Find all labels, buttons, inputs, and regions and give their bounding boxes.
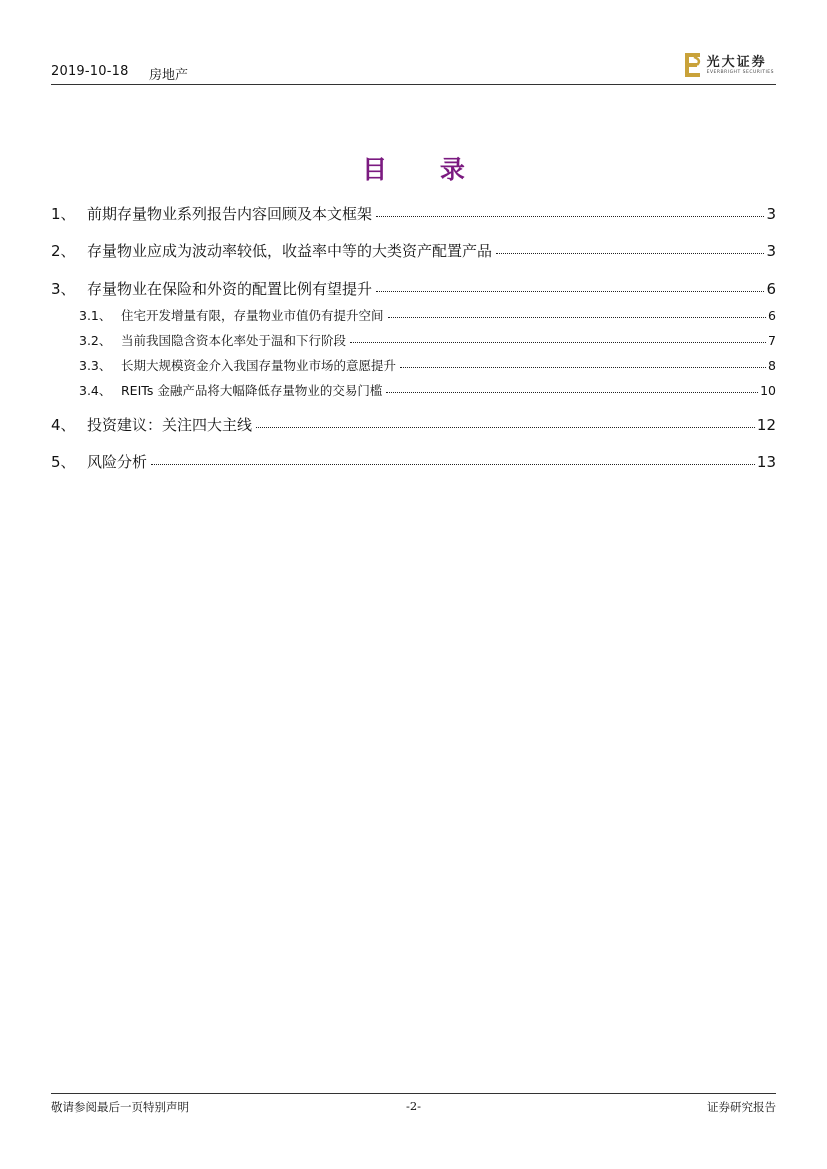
toc-leader-dots [376,201,764,217]
toc-entry[interactable] [51,414,776,434]
logo-name: 光大证券 [706,54,767,70]
toc-entry-page: 10 [760,383,776,398]
toc-entry[interactable] [51,278,776,298]
toc-entry-page: 3 [766,242,776,260]
toc-entry[interactable] [51,203,776,223]
toc-entry-title: 当前我国隐含资本化率处于温和下行阶段 [121,333,347,348]
company-logo [685,52,774,78]
toc-leader-dots [151,449,755,465]
toc-entry-number: 1、 [51,205,76,223]
toc-entry-page: 6 [766,280,776,298]
toc-entry-title: 前期存量物业系列报告内容回顾及本文框架 [87,205,373,223]
toc-entry[interactable] [51,331,776,347]
toc-title: 目 录 [362,155,487,184]
toc-leader-dots [496,238,764,254]
toc-entry-number: 3.4、 [79,383,112,398]
toc-entry-page: 6 [768,308,776,323]
toc-entry-page: 7 [768,333,776,348]
toc-leader-dots [376,276,764,292]
toc-entry-number: 4、 [51,416,76,434]
toc-entry-page: 13 [756,453,776,471]
toc-entry-number: 5、 [51,453,76,471]
toc-entry-title: 存量物业应成为波动率较低，收益率中等的大类资产配置产品 [87,242,493,260]
toc-entry-title: 长期大规模资金介入我国存量物业市场的意愿提升 [121,358,397,373]
disclaimer-note: 敬请参阅最后一页特别声明 [51,1100,189,1114]
everbright-logo-icon [685,53,702,77]
toc-entry[interactable] [51,356,776,372]
toc-leader-dots [388,305,767,319]
toc-entry-number: 3.2、 [79,333,112,348]
toc-entry-number: 3.3、 [79,358,112,373]
toc-entry-number: 2、 [51,242,76,260]
toc-entry[interactable] [51,306,776,322]
toc-entry-title: REITs 金融产品将大幅降低存量物业的交易门槛 [121,383,383,398]
toc-entry-title: 投资建议：关注四大主线 [87,416,253,434]
toc-entry-title: 风险分析 [87,453,148,471]
toc-entry-page: 3 [766,205,776,223]
report-date: 2019-10-18 [51,64,129,79]
page-footer [51,1093,776,1124]
toc-leader-dots [386,380,758,394]
toc-entry-title: 住宅开发增量有限，存量物业市值仍有提升空间 [121,308,384,323]
toc-entry[interactable] [51,381,776,397]
report-type: 证券研究报告 [707,1100,776,1114]
toc-entry-title: 存量物业在保险和外资的配置比例有望提升 [87,280,373,298]
toc-entry-page: 8 [768,358,776,373]
toc-entry-number: 3.1、 [79,308,112,323]
page-number: -2- [405,1099,422,1113]
logo-name-en: EVERBRIGHT SECURITIES [706,69,774,75]
toc-leader-dots [400,355,766,369]
page-header [51,52,776,85]
toc-leader-dots [256,412,755,428]
toc-entry[interactable] [51,451,776,471]
toc-entry[interactable] [51,240,776,260]
toc-entry-number: 3、 [51,280,76,298]
toc-entry-page: 12 [756,416,776,434]
report-sector: 房地产 [149,68,189,83]
toc-leader-dots [350,330,766,344]
